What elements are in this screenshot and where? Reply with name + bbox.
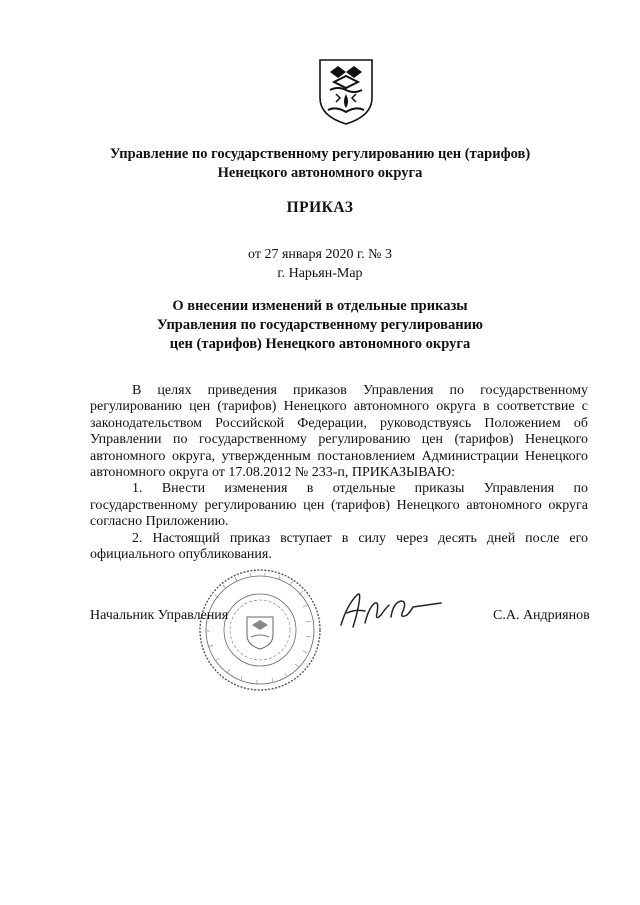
official-seal-icon	[195, 565, 325, 695]
document-subject	[60, 297, 580, 354]
organization-name	[60, 145, 580, 183]
order-item-1: 1. Внести изменения в отдельные приказы Управления по государственному регулированию цен (тарифов) Ненецкого автономного округа согласно Приложению.	[90, 481, 588, 530]
signer-name: С.А. Андриянов	[493, 608, 590, 623]
city: г. Нарьян-Мар	[277, 266, 363, 281]
handwritten-signature-icon	[335, 585, 445, 635]
subject-line-3: цен (тарифов) Ненецкого автономного округа	[169, 336, 471, 352]
document-type: ПРИКАЗ	[286, 199, 354, 216]
date-number: от 27 января 2020 г. № 3	[248, 247, 392, 262]
document-meta	[60, 245, 580, 283]
document-body	[90, 383, 588, 563]
preamble-paragraph: В целях приведения приказов Управления по государственному регулированию цен (тарифов) Ненецкого автономного округа в соответствие с законодательством Российской Федерации, руководствуясь Положением об Управлении по государственному регулированию цен (тарифов) Ненецкого автономного округа, утвержденным постановлением Администрации Ненецкого автономного округа от 17.08.2012 № 233-п, ПРИКАЗЫВАЮ:	[90, 383, 588, 481]
org-line-1: Управление по государственному регулированию цен (тарифов)	[109, 146, 531, 162]
subject-line-1: О внесении изменений в отдельные приказы	[172, 298, 468, 314]
org-line-2: Ненецкого автономного округа	[217, 165, 423, 181]
signer-title: Начальник Управления	[90, 608, 229, 623]
coat-of-arms-icon	[316, 58, 376, 126]
order-item-2: 2. Настоящий приказ вступает в силу через десять дней после его официального опубликования.	[90, 530, 588, 563]
subject-line-2: Управления по государственному регулированию	[157, 317, 483, 333]
